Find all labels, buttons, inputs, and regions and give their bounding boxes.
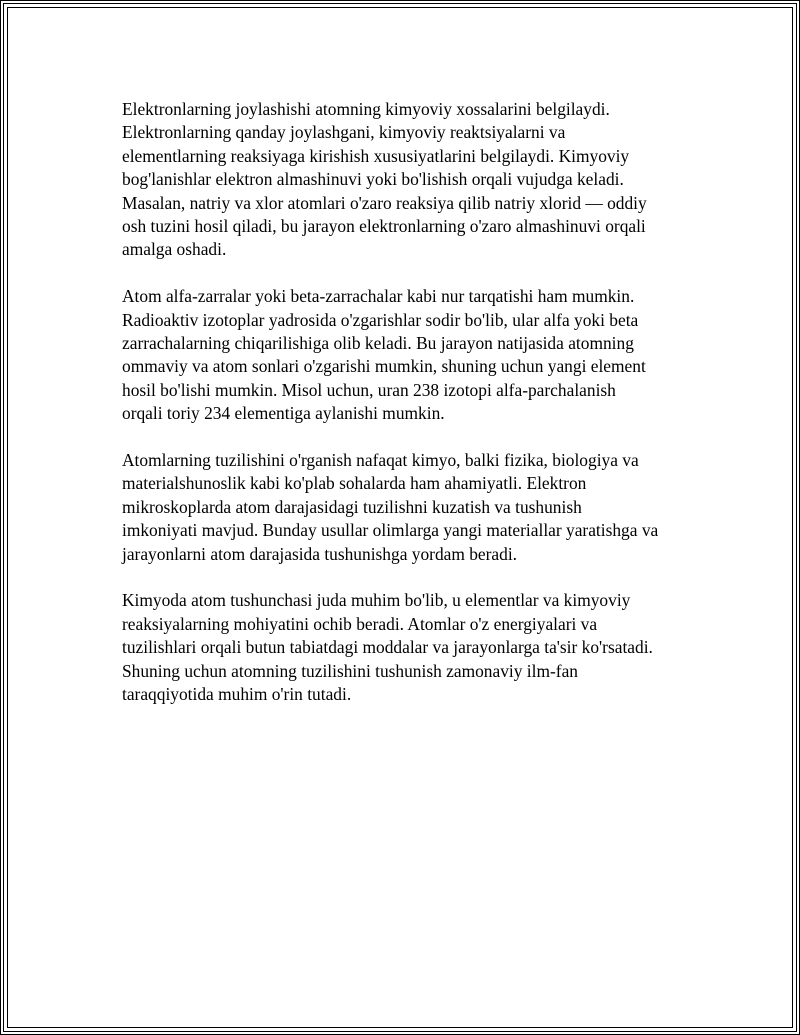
paragraph-electron-arrangement: Elektronlarning joylashishi atomning kimyoviy xossalarini belgilaydi. Elektronlarning qanday joylashgani, kimyoviy reaktsiyalarni va elementlarning reaksiyaga kirishish xususiyatlarini belgilaydi. Kimyoviy bog'lanishlar elektron almashinuvi yoki bo'lishish orqali vujudga keladi. Masalan, natriy va xlor atomlari o'zaro reaksiya qilib natriy xlorid — oddiy osh tuzini hosil qiladi, bu jarayon elektronlarning o'zaro almashinuvi orqali amalga oshadi. bbox=[122, 99, 647, 260]
paragraph-atomic-structure-study: Atomlarning tuzilishini o'rganish nafaqat kimyo, balki fizika, biologiya va materialshunoslik kabi ko'plab sohalarda ham ahamiyatli. Elektron mikroskoplarda atom darajasidagi tuzilishni kuzatish va tushunish imkoniyati mavjud. Bunday usullar olimlarga yangi materiallar yaratishga va jarayonlarni atom darajasida tushunishga yordam beradi. bbox=[122, 450, 659, 564]
paragraph-radioactivity: Atom alfa-zarralar yoki beta-zarrachalar kabi nur tarqatishi ham mumkin. Radioaktiv izotoplar yadrosida o'zgarishlar sodir bo'lib, ular alfa yoki beta zarrachalarning chiqarilishiga olib keladi. Bu jarayon natijasida atomning ommaviy va atom sonlari o'zgarishi mumkin, shuning uchun yangi element hosil bo'lishi mumkin. Misol uchun, uran 238 izotopi alfa-parchalanish orqali toriy 234 elementiga aylanishi mumkin. bbox=[122, 286, 646, 424]
paragraph-atom-concept: Kimyoda atom tushunchasi juda muhim bo'lib, u elementlar va kimyoviy reaksiyalarning mohiyatini ochib beradi. Atomlar o'z energiyalari va tuzilishlari orqali butun tabiatdagi moddalar va jarayonlarga ta'sir ko'rsatadi. Shuning uchun atomning tuzilishini tushunish zamonaviy ilm-fan taraqqiyotida muhim o'rin tutadi. bbox=[122, 590, 653, 705]
document-body bbox=[122, 98, 702, 730]
